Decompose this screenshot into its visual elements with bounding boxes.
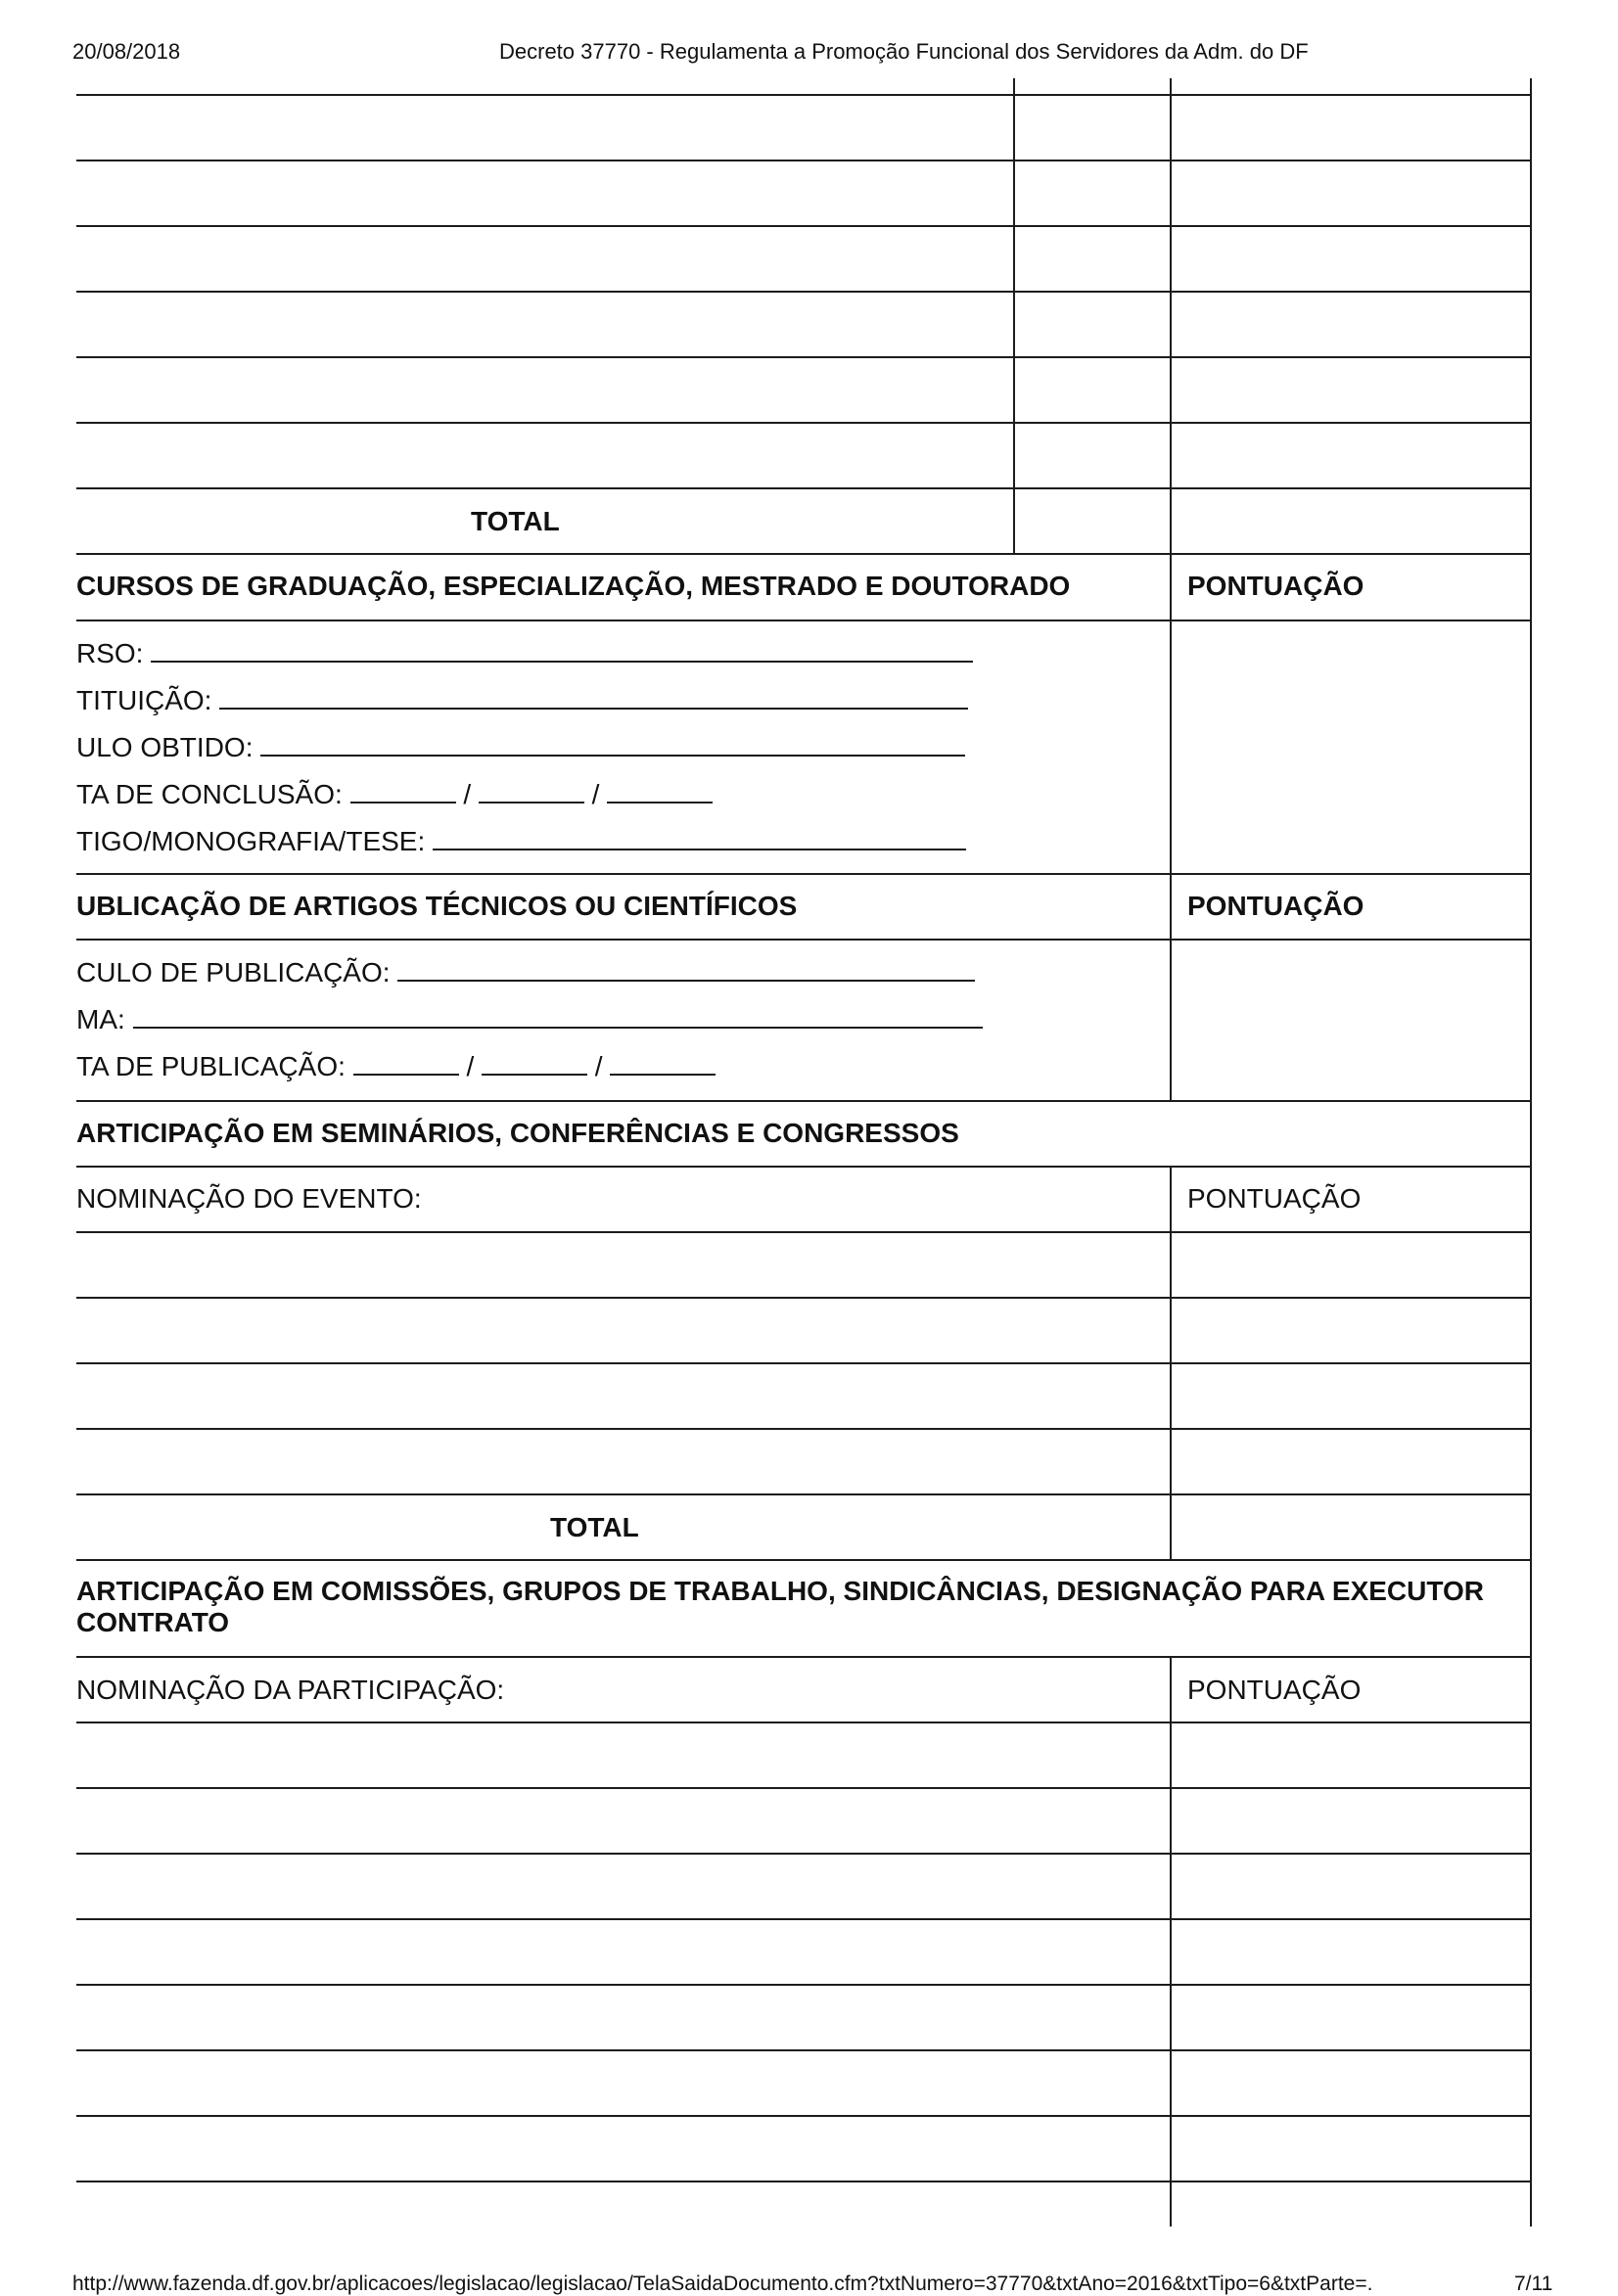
table-row <box>76 1984 1532 1986</box>
field-tema: MA: <box>76 1003 983 1036</box>
table-row <box>76 291 1532 293</box>
document-title: Decreto 37770 - Regulamenta a Promoção Funcional dos Servidores da Adm. do DF <box>499 39 1309 64</box>
table-row <box>76 2115 1532 2117</box>
pontuacao-header: PONTUAÇÃO <box>1187 1183 1362 1214</box>
section-title: UBLICAÇÃO DE ARTIGOS TÉCNICOS OU CIENTÍFICOS <box>76 891 798 921</box>
pontuacao-header: PONTUAÇÃO <box>1187 571 1364 601</box>
source-url: http://www.fazenda.df.gov.br/aplicacoes/legislacao/legislacao/TelaSaidaDocumento.cfm?txtNumero=37770&txtAno=2016&txtTipo=6&txtParte=. <box>72 2273 1373 2295</box>
pontuacao-header: PONTUAÇÃO <box>1187 891 1364 921</box>
field-artigo-monografia-tese: TIGO/MONOGRAFIA/TESE: <box>76 825 966 858</box>
pontuacao-header: PONTUAÇÃO <box>1187 1675 1362 1705</box>
table-row <box>76 1853 1532 1855</box>
print-date: 20/08/2018 <box>72 39 181 64</box>
table-row <box>76 160 1532 161</box>
table-row <box>76 2049 1532 2051</box>
field-instituicao: TITUIÇÃO: <box>76 684 968 717</box>
field-curso: RSO: <box>76 637 973 670</box>
page-number: 7/11 <box>1514 2273 1553 2295</box>
table-row <box>76 1722 1532 1723</box>
table-row <box>76 1297 1532 1299</box>
total-label: TOTAL <box>471 506 560 536</box>
section-title: ARTICIPAÇÃO EM SEMINÁRIOS, CONFERÊNCIAS E CONGRESSOS <box>76 1118 959 1148</box>
section-title-line2: CONTRATO <box>76 1607 230 1637</box>
column-label: NOMINAÇÃO DA PARTICIPAÇÃO: <box>76 1675 505 1705</box>
field-titulo-obtido: ULO OBTIDO: <box>76 731 965 764</box>
total-label: TOTAL <box>550 1512 639 1542</box>
section-title: CURSOS DE GRADUAÇÃO, ESPECIALIZAÇÃO, MESTRADO E DOUTORADO <box>76 571 1071 601</box>
table-row <box>76 1231 1532 1233</box>
table-row <box>76 1918 1532 1920</box>
table-row <box>76 94 1532 96</box>
section-title-line1: ARTICIPAÇÃO EM COMISSÕES, GRUPOS DE TRABALHO, SINDICÂNCIAS, DESIGNAÇÃO PARA EXECUTOR <box>76 1576 1484 1606</box>
table-row <box>76 1787 1532 1789</box>
field-data-publicacao: TA DE PUBLICAÇÃO: / / <box>76 1050 716 1083</box>
table-row <box>76 2181 1532 2182</box>
table-row <box>76 1362 1532 1364</box>
table-row <box>76 356 1532 358</box>
column-label: NOMINAÇÃO DO EVENTO: <box>76 1183 422 1214</box>
table-row <box>76 422 1532 424</box>
table-row <box>76 225 1532 227</box>
field-data-conclusao: TA DE CONCLUSÃO: / / <box>76 778 713 811</box>
table-row <box>76 1428 1532 1430</box>
field-veiculo-publicacao: CULO DE PUBLICAÇÃO: <box>76 956 975 989</box>
